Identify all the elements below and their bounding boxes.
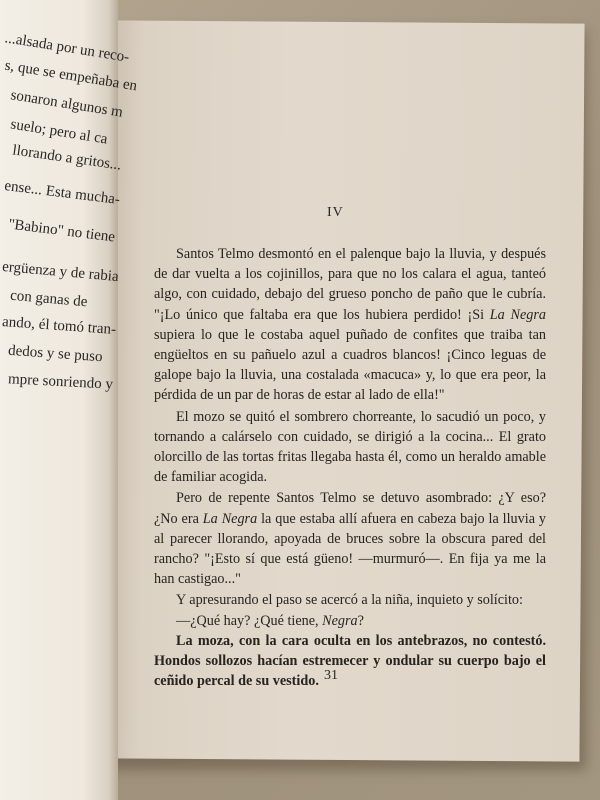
left-fragment: llorando a gritos... — [11, 142, 123, 174]
chapter-text — [154, 244, 546, 691]
paragraph: Y apresurando el paso se acercó a la niña, inquieto y solícito: — [176, 592, 523, 609]
paragraph: —¿Qué hay? ¿Qué tiene, Negra? — [176, 612, 364, 629]
left-page — [0, 0, 139, 800]
paragraph: Santos Telmo desmontó en el palenque bajo la lluvia, y después de dar vuelta a los cojinillos, para que no los calara el agua, tanteó algo, con cuidado, debajo del grueso poncho de paño que le cubría. "¡Lo único que faltaba era que los hubiera perdido! ¡Si La Negra supiera lo que le costaba aquel puñado de confites que traiba tan engüeltos en su pañuelo azul a cuadros blancos! ¡Cinco leguas de galope bajo la lluvia, una costalada «macuca» y, lo que era peor, la pérdida de un par de horas de estar al lado de ella!" — [154, 246, 546, 404]
left-fragment: ense... Esta mucha- — [3, 177, 121, 209]
chapter-number: IV — [327, 205, 344, 220]
page-number: 31 — [324, 668, 338, 683]
left-fragment: suelo; pero al ca — [9, 116, 109, 148]
left-fragment: s, que se empeñaba en — [3, 57, 139, 95]
left-fragment: "Babino" no tiene — [7, 216, 116, 246]
left-fragment: ergüenza y de rabia — [1, 258, 120, 286]
paragraph: Pero de repente Santos Telmo se detuvo asombrado: ¿Y eso? ¿No era La Negra la que estaba allí afuera en cabeza bajo la lluvia y al parecer llorando, apoyada de bruces sobre la obscura pared del rancho? "¡Esto sí que está güeno! —murmuró—. En fija ya me la han castigao..." — [154, 490, 546, 588]
paragraph: La moza, con la cara oculta en los antebrazos, no contestó. Hondos sollozos hacían estremecer y ondular su cuerpo bajo el ceñido percal de su vestido. — [154, 632, 546, 690]
left-fragment: sonaron algunos m — [9, 87, 124, 121]
paragraph: El mozo se quitó el sombrero chorreante, lo sacudió un poco, y tornando a calárselo con cuidado, se dirigió a la cocina... El grato olorcillo de las tortas fritas llegaba hasta él, como un heraldo amable de familiar acogida. — [154, 408, 546, 486]
left-fragment: mpre sonriendo y — [7, 371, 114, 393]
left-fragment: ...alsada por un reco- — [3, 30, 131, 66]
left-fragment: con ganas de — [9, 287, 89, 311]
left-fragment: dedos y se puso — [7, 342, 104, 366]
left-fragment: ando, él tomó tran- — [1, 314, 117, 338]
